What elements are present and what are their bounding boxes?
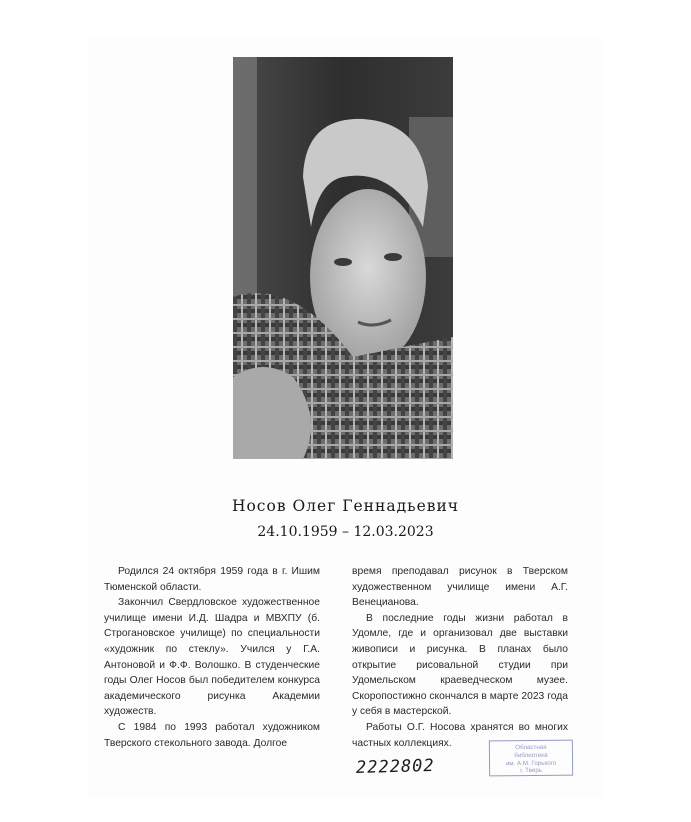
stamp-line: г. Тверь [520,767,543,775]
life-dates: 24.10.1959 – 12.03.2023 [257,524,434,540]
stamp-line: библиотека [514,751,548,759]
person-name: Носов Олег Геннадьевич [231,497,460,515]
inventory-number: 2222802 [355,755,435,779]
biography-left-column [104,564,320,751]
stamp-line: Областная [515,743,547,752]
biography-right-column [352,564,568,751]
bio-paragraph: Закончил Свердловское художественное училище имени И.Д. Шадра и МВХПУ (б. Строгановское училище) по специальности «художник по стеклу». Учился у Г.А. Антоновой и Ф.Ф. Волошко. В студенческие годы Олег Носов был победителем конкурса академического рисунка Академии художеств. [104,597,320,718]
bio-paragraph: В последние годы жизни работал в Удомле, где и организовал две выставки живописи и рисунка. В планах было открытие рисовальной студии при Удомельском краеведческом музее. Скоропостижно скончался в марте 2023 года у себя в мастерской. [352,612,568,718]
bio-paragraph: С 1984 по 1993 работал художником Тверского стекольного завода. Долгое [104,721,320,749]
library-stamp [489,740,573,777]
bio-paragraph: Родился 24 октября 1959 года в г. Ишим Тюменской области. [104,566,320,593]
bio-paragraph: время преподавал рисунок в Тверском художественном училище имени А.Г. Венецианова. [352,566,568,609]
portrait-photo [233,57,453,459]
bio-paragraph: Работы О.Г. Носова хранятся во многих частных коллекциях. [352,721,568,749]
stamp-line: им. А.М. Горького [505,759,557,767]
